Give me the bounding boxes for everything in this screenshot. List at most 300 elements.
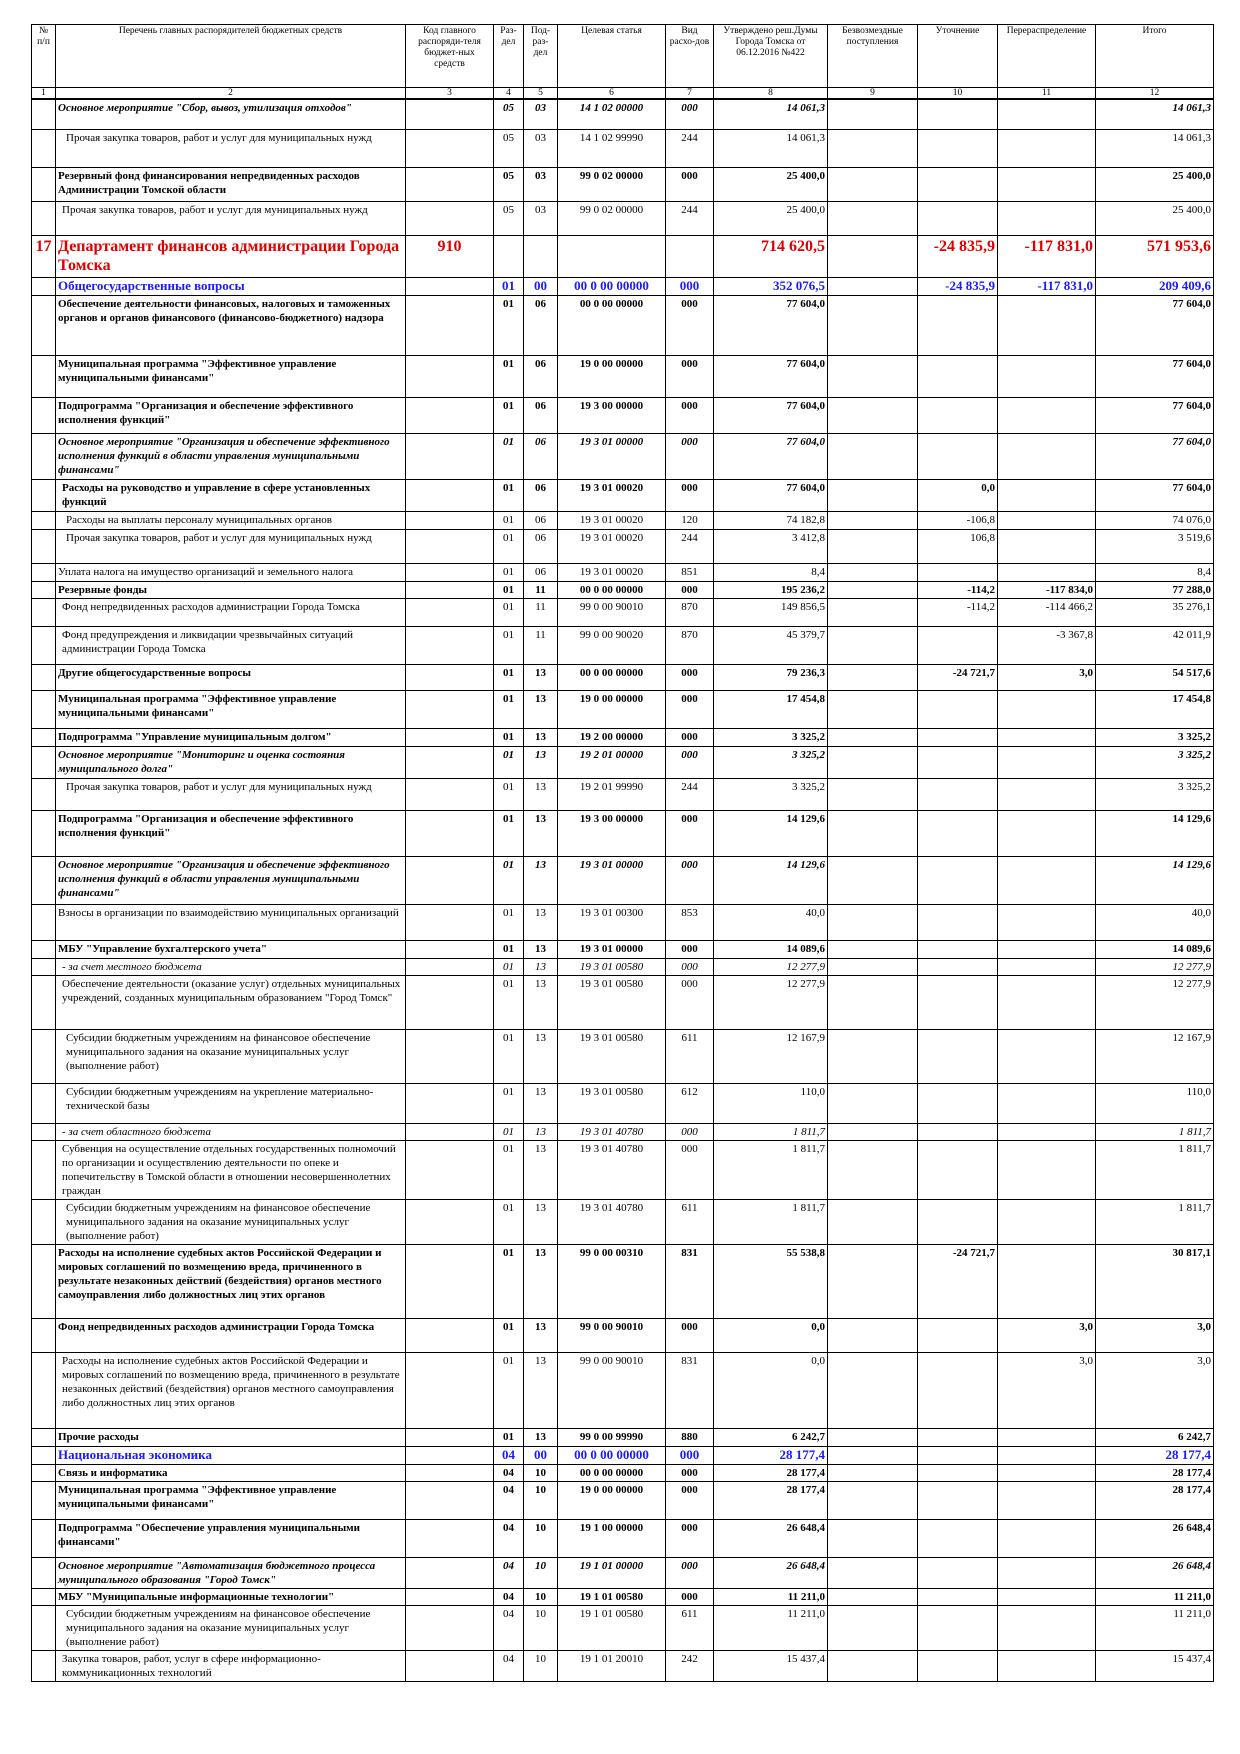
row-gratuitous — [828, 690, 918, 728]
row-code — [406, 1140, 494, 1199]
row-clarification: 0,0 — [918, 479, 998, 511]
row-redistribution — [998, 397, 1096, 433]
row-clarification: -24 721,7 — [918, 664, 998, 690]
row-subsection: 10 — [524, 1588, 558, 1605]
row-redistribution — [998, 563, 1096, 581]
table-row — [32, 626, 1214, 664]
row-code — [406, 1446, 494, 1464]
row-code — [406, 511, 494, 529]
table-row — [32, 129, 1214, 167]
row-code — [406, 1481, 494, 1519]
row-section: 01 — [494, 958, 524, 975]
row-name: Национальная экономика — [56, 1446, 406, 1464]
row-approved: 352 076,5 — [714, 277, 828, 295]
row-clarification — [918, 975, 998, 1029]
row-clarification — [918, 355, 998, 397]
row-subsection: 13 — [524, 778, 558, 810]
row-clarification — [918, 904, 998, 940]
row-code — [406, 1519, 494, 1557]
row-number — [32, 99, 56, 129]
row-section: 04 — [494, 1650, 524, 1681]
row-subsection: 10 — [524, 1464, 558, 1481]
row-code — [406, 529, 494, 563]
row-approved: 12 277,9 — [714, 958, 828, 975]
row-expense-type: 000 — [666, 856, 714, 904]
row-total: 571 953,6 — [1096, 235, 1214, 277]
row-section: 01 — [494, 598, 524, 626]
table-row — [32, 856, 1214, 904]
row-code — [406, 975, 494, 1029]
row-number — [32, 1140, 56, 1199]
row-expense-type: 000 — [666, 1123, 714, 1140]
row-clarification — [918, 1481, 998, 1519]
row-section: 01 — [494, 626, 524, 664]
row-total: 14 061,3 — [1096, 129, 1214, 167]
row-redistribution — [998, 295, 1096, 355]
row-target-item: 19 3 00 00000 — [558, 810, 666, 856]
row-approved: 28 177,4 — [714, 1446, 828, 1464]
row-name: Общегосударственные вопросы — [56, 277, 406, 295]
row-section: 01 — [494, 563, 524, 581]
row-total: 3 325,2 — [1096, 778, 1214, 810]
row-section: 01 — [494, 1083, 524, 1123]
row-number — [32, 295, 56, 355]
row-clarification — [918, 958, 998, 975]
row-subsection: 13 — [524, 1352, 558, 1428]
row-approved: 1 811,7 — [714, 1123, 828, 1140]
row-total: 14 061,3 — [1096, 99, 1214, 129]
row-code — [406, 1605, 494, 1650]
row-redistribution — [998, 129, 1096, 167]
row-name: МБУ "Муниципальные информационные технологии" — [56, 1588, 406, 1605]
row-approved: 26 648,4 — [714, 1557, 828, 1588]
row-redistribution — [998, 433, 1096, 479]
row-target-item: 19 1 01 00000 — [558, 1557, 666, 1588]
row-clarification — [918, 1318, 998, 1352]
row-section: 01 — [494, 511, 524, 529]
row-subsection: 10 — [524, 1557, 558, 1588]
table-row — [32, 746, 1214, 778]
row-approved: 14 061,3 — [714, 129, 828, 167]
row-target-item: 99 0 02 00000 — [558, 201, 666, 235]
row-name: - за счет местного бюджета — [56, 958, 406, 975]
row-approved: 12 277,9 — [714, 975, 828, 1029]
row-section: 01 — [494, 1029, 524, 1083]
row-name: Подпрограмма "Управление муниципальным долгом" — [56, 728, 406, 746]
row-section: 01 — [494, 355, 524, 397]
row-redistribution — [998, 1199, 1096, 1244]
row-clarification — [918, 1029, 998, 1083]
row-number — [32, 958, 56, 975]
row-code — [406, 1557, 494, 1588]
row-total: 12 277,9 — [1096, 975, 1214, 1029]
row-gratuitous — [828, 479, 918, 511]
col-number: 7 — [666, 88, 714, 100]
row-expense-type: 000 — [666, 479, 714, 511]
row-code — [406, 479, 494, 511]
row-gratuitous — [828, 1140, 918, 1199]
row-total: 77 604,0 — [1096, 397, 1214, 433]
row-target-item: 19 3 01 00020 — [558, 529, 666, 563]
row-approved: 3 325,2 — [714, 778, 828, 810]
row-name: Прочая закупка товаров, работ и услуг для муниципальных нужд — [56, 201, 406, 235]
row-subsection: 06 — [524, 355, 558, 397]
row-approved: 0,0 — [714, 1352, 828, 1428]
row-clarification — [918, 1605, 998, 1650]
row-code — [406, 664, 494, 690]
row-code — [406, 598, 494, 626]
row-total: 3 519,6 — [1096, 529, 1214, 563]
row-target-item: 19 3 01 00580 — [558, 1083, 666, 1123]
row-approved: 3 325,2 — [714, 728, 828, 746]
row-approved: 79 236,3 — [714, 664, 828, 690]
row-name: Субсидии бюджетным учреждениям на финансовое обеспечение муниципального задания на оказание муниципальных услуг (выполнение работ) — [56, 1029, 406, 1083]
row-target-item: 19 2 01 99990 — [558, 778, 666, 810]
row-total: 28 177,4 — [1096, 1446, 1214, 1464]
row-name: Субсидии бюджетным учреждениям на финансовое обеспечение муниципального задания на оказание муниципальных услуг (выполнение работ) — [56, 1199, 406, 1244]
row-expense-type: 244 — [666, 201, 714, 235]
row-name: Субсидии бюджетным учреждениям на финансовое обеспечение муниципального задания на оказание муниципальных услуг (выполнение работ) — [56, 1605, 406, 1650]
col-number: 8 — [714, 88, 828, 100]
row-number — [32, 1428, 56, 1446]
row-code — [406, 1244, 494, 1318]
row-total: 54 517,6 — [1096, 664, 1214, 690]
row-code — [406, 563, 494, 581]
row-clarification — [918, 1519, 998, 1557]
row-subsection: 13 — [524, 904, 558, 940]
row-expense-type — [666, 235, 714, 277]
row-clarification — [918, 129, 998, 167]
row-code — [406, 958, 494, 975]
row-subsection: 03 — [524, 99, 558, 129]
row-code — [406, 355, 494, 397]
row-number — [32, 1352, 56, 1428]
row-approved: 11 211,0 — [714, 1588, 828, 1605]
row-redistribution — [998, 1244, 1096, 1318]
table-row — [32, 1244, 1214, 1318]
row-name: МБУ "Управление бухгалтерского учета" — [56, 940, 406, 958]
row-section: 04 — [494, 1588, 524, 1605]
row-clarification — [918, 778, 998, 810]
row-clarification: -106,8 — [918, 511, 998, 529]
row-expense-type: 000 — [666, 728, 714, 746]
row-expense-type: 000 — [666, 958, 714, 975]
row-target-item: 19 0 00 00000 — [558, 690, 666, 728]
row-code — [406, 728, 494, 746]
header-approved: Утверждено реш.Думы Города Томска от 06.12.2016 №422 — [714, 25, 828, 88]
row-number — [32, 355, 56, 397]
row-total: 8,4 — [1096, 563, 1214, 581]
row-number — [32, 778, 56, 810]
row-gratuitous — [828, 958, 918, 975]
row-gratuitous — [828, 1650, 918, 1681]
row-subsection: 03 — [524, 201, 558, 235]
row-total: 17 454,8 — [1096, 690, 1214, 728]
row-redistribution — [998, 1029, 1096, 1083]
row-target-item: 19 3 01 00000 — [558, 856, 666, 904]
table-row — [32, 167, 1214, 201]
row-code — [406, 201, 494, 235]
row-section: 01 — [494, 1428, 524, 1446]
row-number — [32, 810, 56, 856]
row-target-item: 19 0 00 00000 — [558, 355, 666, 397]
row-gratuitous — [828, 1605, 918, 1650]
row-target-item: 19 3 01 40780 — [558, 1140, 666, 1199]
table-row — [32, 529, 1214, 563]
row-redistribution — [998, 167, 1096, 201]
row-approved: 55 538,8 — [714, 1244, 828, 1318]
row-clarification: -114,2 — [918, 598, 998, 626]
row-gratuitous — [828, 581, 918, 598]
row-section: 05 — [494, 129, 524, 167]
row-approved: 14 129,6 — [714, 810, 828, 856]
row-clarification — [918, 1650, 998, 1681]
row-expense-type: 000 — [666, 1588, 714, 1605]
row-redistribution — [998, 99, 1096, 129]
row-total: 28 177,4 — [1096, 1464, 1214, 1481]
row-expense-type: 000 — [666, 1446, 714, 1464]
row-total: 11 211,0 — [1096, 1605, 1214, 1650]
row-gratuitous — [828, 295, 918, 355]
row-approved: 77 604,0 — [714, 479, 828, 511]
row-subsection: 13 — [524, 690, 558, 728]
table-row — [32, 1083, 1214, 1123]
row-number — [32, 1083, 56, 1123]
row-approved: 3 412,8 — [714, 529, 828, 563]
row-section: 01 — [494, 728, 524, 746]
row-number — [32, 1446, 56, 1464]
row-number — [32, 1244, 56, 1318]
row-expense-type: 611 — [666, 1605, 714, 1650]
row-number — [32, 1650, 56, 1681]
table-row — [32, 1318, 1214, 1352]
row-number — [32, 563, 56, 581]
table-row — [32, 581, 1214, 598]
col-number: 6 — [558, 88, 666, 100]
row-gratuitous — [828, 1352, 918, 1428]
row-number — [32, 511, 56, 529]
row-subsection: 11 — [524, 598, 558, 626]
row-number — [32, 479, 56, 511]
row-total: 40,0 — [1096, 904, 1214, 940]
row-target-item: 19 1 01 00580 — [558, 1588, 666, 1605]
row-name: Департамент финансов администрации Города Томска — [56, 235, 406, 277]
row-expense-type: 831 — [666, 1352, 714, 1428]
row-total: 3,0 — [1096, 1318, 1214, 1352]
row-redistribution — [998, 975, 1096, 1029]
row-total: 12 277,9 — [1096, 958, 1214, 975]
row-gratuitous — [828, 664, 918, 690]
row-gratuitous — [828, 778, 918, 810]
row-redistribution — [998, 511, 1096, 529]
row-subsection — [524, 235, 558, 277]
row-target-item: 19 3 00 00000 — [558, 397, 666, 433]
row-total: 74 076,0 — [1096, 511, 1214, 529]
table-row — [32, 1588, 1214, 1605]
row-section: 05 — [494, 99, 524, 129]
row-section: 01 — [494, 778, 524, 810]
row-clarification — [918, 99, 998, 129]
row-number — [32, 626, 56, 664]
row-expense-type: 000 — [666, 664, 714, 690]
row-target-item: 19 3 01 00020 — [558, 511, 666, 529]
row-redistribution — [998, 1140, 1096, 1199]
row-subsection: 13 — [524, 1140, 558, 1199]
row-target-item: 00 0 00 00000 — [558, 277, 666, 295]
row-section: 04 — [494, 1446, 524, 1464]
row-code — [406, 277, 494, 295]
header-redistribution: Перераспределение — [998, 25, 1096, 88]
row-clarification — [918, 728, 998, 746]
table-row — [32, 975, 1214, 1029]
row-total: 11 211,0 — [1096, 1588, 1214, 1605]
row-target-item: 19 3 01 40780 — [558, 1199, 666, 1244]
row-clarification — [918, 690, 998, 728]
row-section — [494, 235, 524, 277]
row-number — [32, 1029, 56, 1083]
row-name: Прочая закупка товаров, работ и услуг для муниципальных нужд — [56, 529, 406, 563]
row-name: Закупка товаров, работ, услуг в сфере информационно-коммуникационных технологий — [56, 1650, 406, 1681]
row-expense-type: 612 — [666, 1083, 714, 1123]
row-approved: 26 648,4 — [714, 1519, 828, 1557]
row-number — [32, 1318, 56, 1352]
row-gratuitous — [828, 746, 918, 778]
row-redistribution — [998, 1650, 1096, 1681]
row-clarification — [918, 201, 998, 235]
row-approved: 28 177,4 — [714, 1481, 828, 1519]
row-name: Субсидии бюджетным учреждениям на укрепление материально-технической базы — [56, 1083, 406, 1123]
row-approved: 14 061,3 — [714, 99, 828, 129]
row-name: Расходы на исполнение судебных актов Российской Федерации и мировых соглашений по возмещению вреда, причиненного в результате незаконных действий (бездействия) органов местного самоуправления либо должностных лиц этих органов — [56, 1352, 406, 1428]
row-subsection: 11 — [524, 581, 558, 598]
col-number: 11 — [998, 88, 1096, 100]
row-gratuitous — [828, 1199, 918, 1244]
row-gratuitous — [828, 1557, 918, 1588]
table-row — [32, 1605, 1214, 1650]
row-target-item: 99 0 00 99990 — [558, 1428, 666, 1446]
row-number — [32, 975, 56, 1029]
row-target-item: 19 3 01 40780 — [558, 1123, 666, 1140]
row-total: 42 011,9 — [1096, 626, 1214, 664]
row-number — [32, 728, 56, 746]
row-code — [406, 99, 494, 129]
row-name: Взносы в организации по взаимодействию муниципальных организаций — [56, 904, 406, 940]
row-section: 01 — [494, 856, 524, 904]
row-expense-type: 000 — [666, 1140, 714, 1199]
row-clarification — [918, 397, 998, 433]
row-target-item: 99 0 00 00310 — [558, 1244, 666, 1318]
row-redistribution — [998, 1588, 1096, 1605]
row-code — [406, 1650, 494, 1681]
row-approved: 11 211,0 — [714, 1605, 828, 1650]
table-row — [32, 1481, 1214, 1519]
row-total: 3,0 — [1096, 1352, 1214, 1428]
row-target-item: 14 1 02 00000 — [558, 99, 666, 129]
row-code — [406, 1029, 494, 1083]
row-total: 26 648,4 — [1096, 1557, 1214, 1588]
row-subsection: 13 — [524, 664, 558, 690]
table-row — [32, 728, 1214, 746]
row-section: 01 — [494, 690, 524, 728]
table-row — [32, 1123, 1214, 1140]
row-gratuitous — [828, 1244, 918, 1318]
row-approved: 45 379,7 — [714, 626, 828, 664]
row-clarification — [918, 167, 998, 201]
row-subsection: 13 — [524, 958, 558, 975]
row-number — [32, 1123, 56, 1140]
row-name: Резервные фонды — [56, 581, 406, 598]
row-name: Расходы на руководство и управление в сфере установленных функций — [56, 479, 406, 511]
row-gratuitous — [828, 940, 918, 958]
row-section: 01 — [494, 904, 524, 940]
row-approved: 8,4 — [714, 563, 828, 581]
column-number-row — [32, 88, 1214, 100]
row-name: Основное мероприятие "Мониторинг и оценка состояния муниципального долга" — [56, 746, 406, 778]
row-code — [406, 1083, 494, 1123]
table-row — [32, 295, 1214, 355]
row-number — [32, 856, 56, 904]
row-name: Основное мероприятие "Сбор, вывоз, утилизация отходов" — [56, 99, 406, 129]
row-subsection: 13 — [524, 1244, 558, 1318]
row-redistribution — [998, 1428, 1096, 1446]
row-clarification: -24 835,9 — [918, 277, 998, 295]
row-clarification — [918, 1123, 998, 1140]
row-total: 1 811,7 — [1096, 1199, 1214, 1244]
row-subsection: 03 — [524, 167, 558, 201]
row-gratuitous — [828, 1083, 918, 1123]
row-target-item: 19 3 01 00300 — [558, 904, 666, 940]
row-number — [32, 1199, 56, 1244]
table-row — [32, 1650, 1214, 1681]
table-row — [32, 355, 1214, 397]
table-row — [32, 235, 1214, 277]
row-number — [32, 1481, 56, 1519]
row-redistribution: -117 831,0 — [998, 277, 1096, 295]
row-approved: 14 129,6 — [714, 856, 828, 904]
row-redistribution — [998, 1464, 1096, 1481]
row-total: 28 177,4 — [1096, 1481, 1214, 1519]
row-subsection: 00 — [524, 1446, 558, 1464]
row-gratuitous — [828, 355, 918, 397]
row-clarification — [918, 746, 998, 778]
budget-sheet — [31, 24, 1213, 1682]
table-row — [32, 433, 1214, 479]
row-redistribution — [998, 1123, 1096, 1140]
row-total: 77 604,0 — [1096, 355, 1214, 397]
row-number — [32, 690, 56, 728]
row-gratuitous — [828, 626, 918, 664]
row-subsection: 06 — [524, 295, 558, 355]
row-expense-type: 000 — [666, 940, 714, 958]
table-row — [32, 1428, 1214, 1446]
row-approved: 25 400,0 — [714, 167, 828, 201]
row-number — [32, 1519, 56, 1557]
table-row — [32, 397, 1214, 433]
row-target-item: 19 3 01 00580 — [558, 975, 666, 1029]
row-redistribution: 3,0 — [998, 664, 1096, 690]
row-total: 14 129,6 — [1096, 856, 1214, 904]
row-clarification — [918, 433, 998, 479]
row-expense-type: 831 — [666, 1244, 714, 1318]
row-name: Обеспечение деятельности финансовых, налоговых и таможенных органов и органов финансового (финансово-бюджетного) надзора — [56, 295, 406, 355]
row-name: Субвенция на осуществление отдельных государственных полномочий по организации и осуществлению деятельности по опеке и попечительству в Томской области в отношении несовершеннолетних граждан — [56, 1140, 406, 1199]
row-subsection: 06 — [524, 529, 558, 563]
table-row — [32, 479, 1214, 511]
table-row — [32, 664, 1214, 690]
table-row — [32, 904, 1214, 940]
row-gratuitous — [828, 563, 918, 581]
row-redistribution — [998, 904, 1096, 940]
